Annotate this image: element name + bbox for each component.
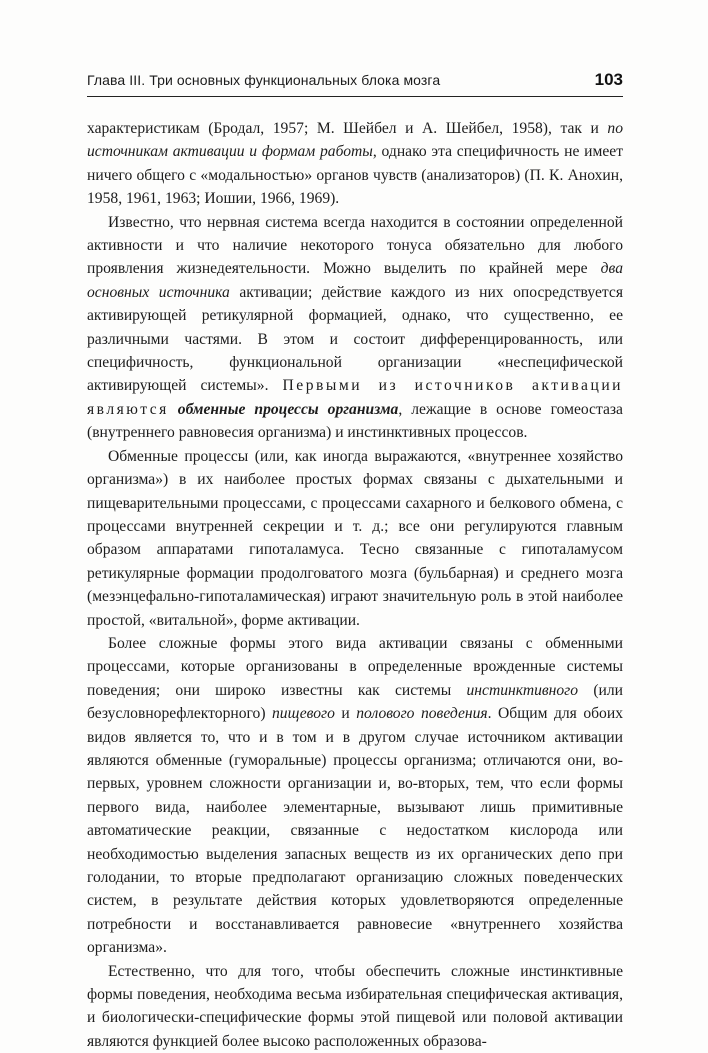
running-title: Глава III. Три основных функциональных блока мозга [87,72,441,88]
italic-run: инстинктивного [466,681,579,699]
spaced-run: Первыми из источников активации являются [87,377,624,418]
bold-italic-run: обменные процессы организма [177,400,399,418]
page-header [87,70,623,97]
text-run: активации; действие каждого из них опосредствуется активирующей ретикулярной формацией, однако, что существенно, ее различными частями. В этом и состоит дифференцированность, или специфичность, функциональной организации «неспецифической активирующей системы». [87,283,624,395]
text-run: , однако эта специфичность не имеет ничего общего с «модальностью» органов чувств (анализаторов) (П. К. Анохин, 1958, 1961, 1963; Иошии, 1966, 1969). [87,143,624,208]
paragraph-4 [87,632,623,960]
text-run: Естественно, что для того, чтобы обеспечить сложные инстинктивные формы поведения, необходима весьма избирательная специфическая активация, и биологически-специфические формы этой пищевой или половой активации являются функцией более высоко расположенных образова- [87,962,623,1050]
body-text [87,117,623,1053]
text-run: (или безусловнорефлекторного) [87,681,623,723]
paragraph-3 [87,445,623,632]
italic-run: полового поведения [356,705,488,723]
paragraph-5 [87,960,623,1053]
italic-run: по источникам активации и формам работы [87,120,623,161]
text-run [169,401,178,418]
paragraph-2 [87,211,623,445]
text-run: . Общим для обоих видов является то, что и в том и в другом случае источником активации являются обменные (гуморальные) процессы организма; отличаются они, во-первых, уровнем сложности организации и, во-вторых, тем, что если формы первого вида, наиболее элементарные, вызывают лишь примитивные автоматические реакции, связанные с недостатком кислорода или необходимостью выделения запасных веществ из их органических депо при голодании, то вторые предполагают организацию сложных поведенческих систем, в результате действия которых удовлетворяются определенные потребности и восстанавливается равновесие «внутреннего хозяйства организма». [87,705,623,957]
text-run: Обменные процессы (или, как иногда выражаются, «внутреннее хозяйство организма») в их наиболее простых формах связаны с дыхательными и пищеварительными процессами, с процессами сахарного и белкового обмена, с процессами внутренней секреции и т. д.; все они регулируются главным образом аппаратами гипоталамуса. Тесно связанные с гипоталамусом ретикулярные формации продолговатого мозга (бульбарная) и среднего мозга (мезэнцефально-гипоталамическая) играют значительную роль в этой наиболее простой, «витальной», форме активации. [87,447,623,629]
paragraph-1 [87,117,623,211]
text-run: , лежащие в основе гомеостаза (внутреннего равновесия организма) и инстинктивных процессов. [87,400,623,442]
italic-run: два основных источника [87,260,623,301]
text-run: Известно, что нервная система всегда находится в состоянии определенной активности и что наличие некоторого тонуса обязательно для любого проявления жизнедеятельности. Можно выделить по крайней мере [87,213,623,278]
italic-run: пищевого [272,705,335,723]
text-run: Более сложные формы этого вида активации связаны с обменными процессами, которые организованы в определенные врожденные системы поведения; они широко известны как системы [87,634,623,699]
text-run: и [334,705,357,723]
page-number: 103 [594,70,623,89]
text-run: характеристикам (Бродал, 1957; М. Шейбел и А. Шейбел, 1958), так и [87,120,608,137]
